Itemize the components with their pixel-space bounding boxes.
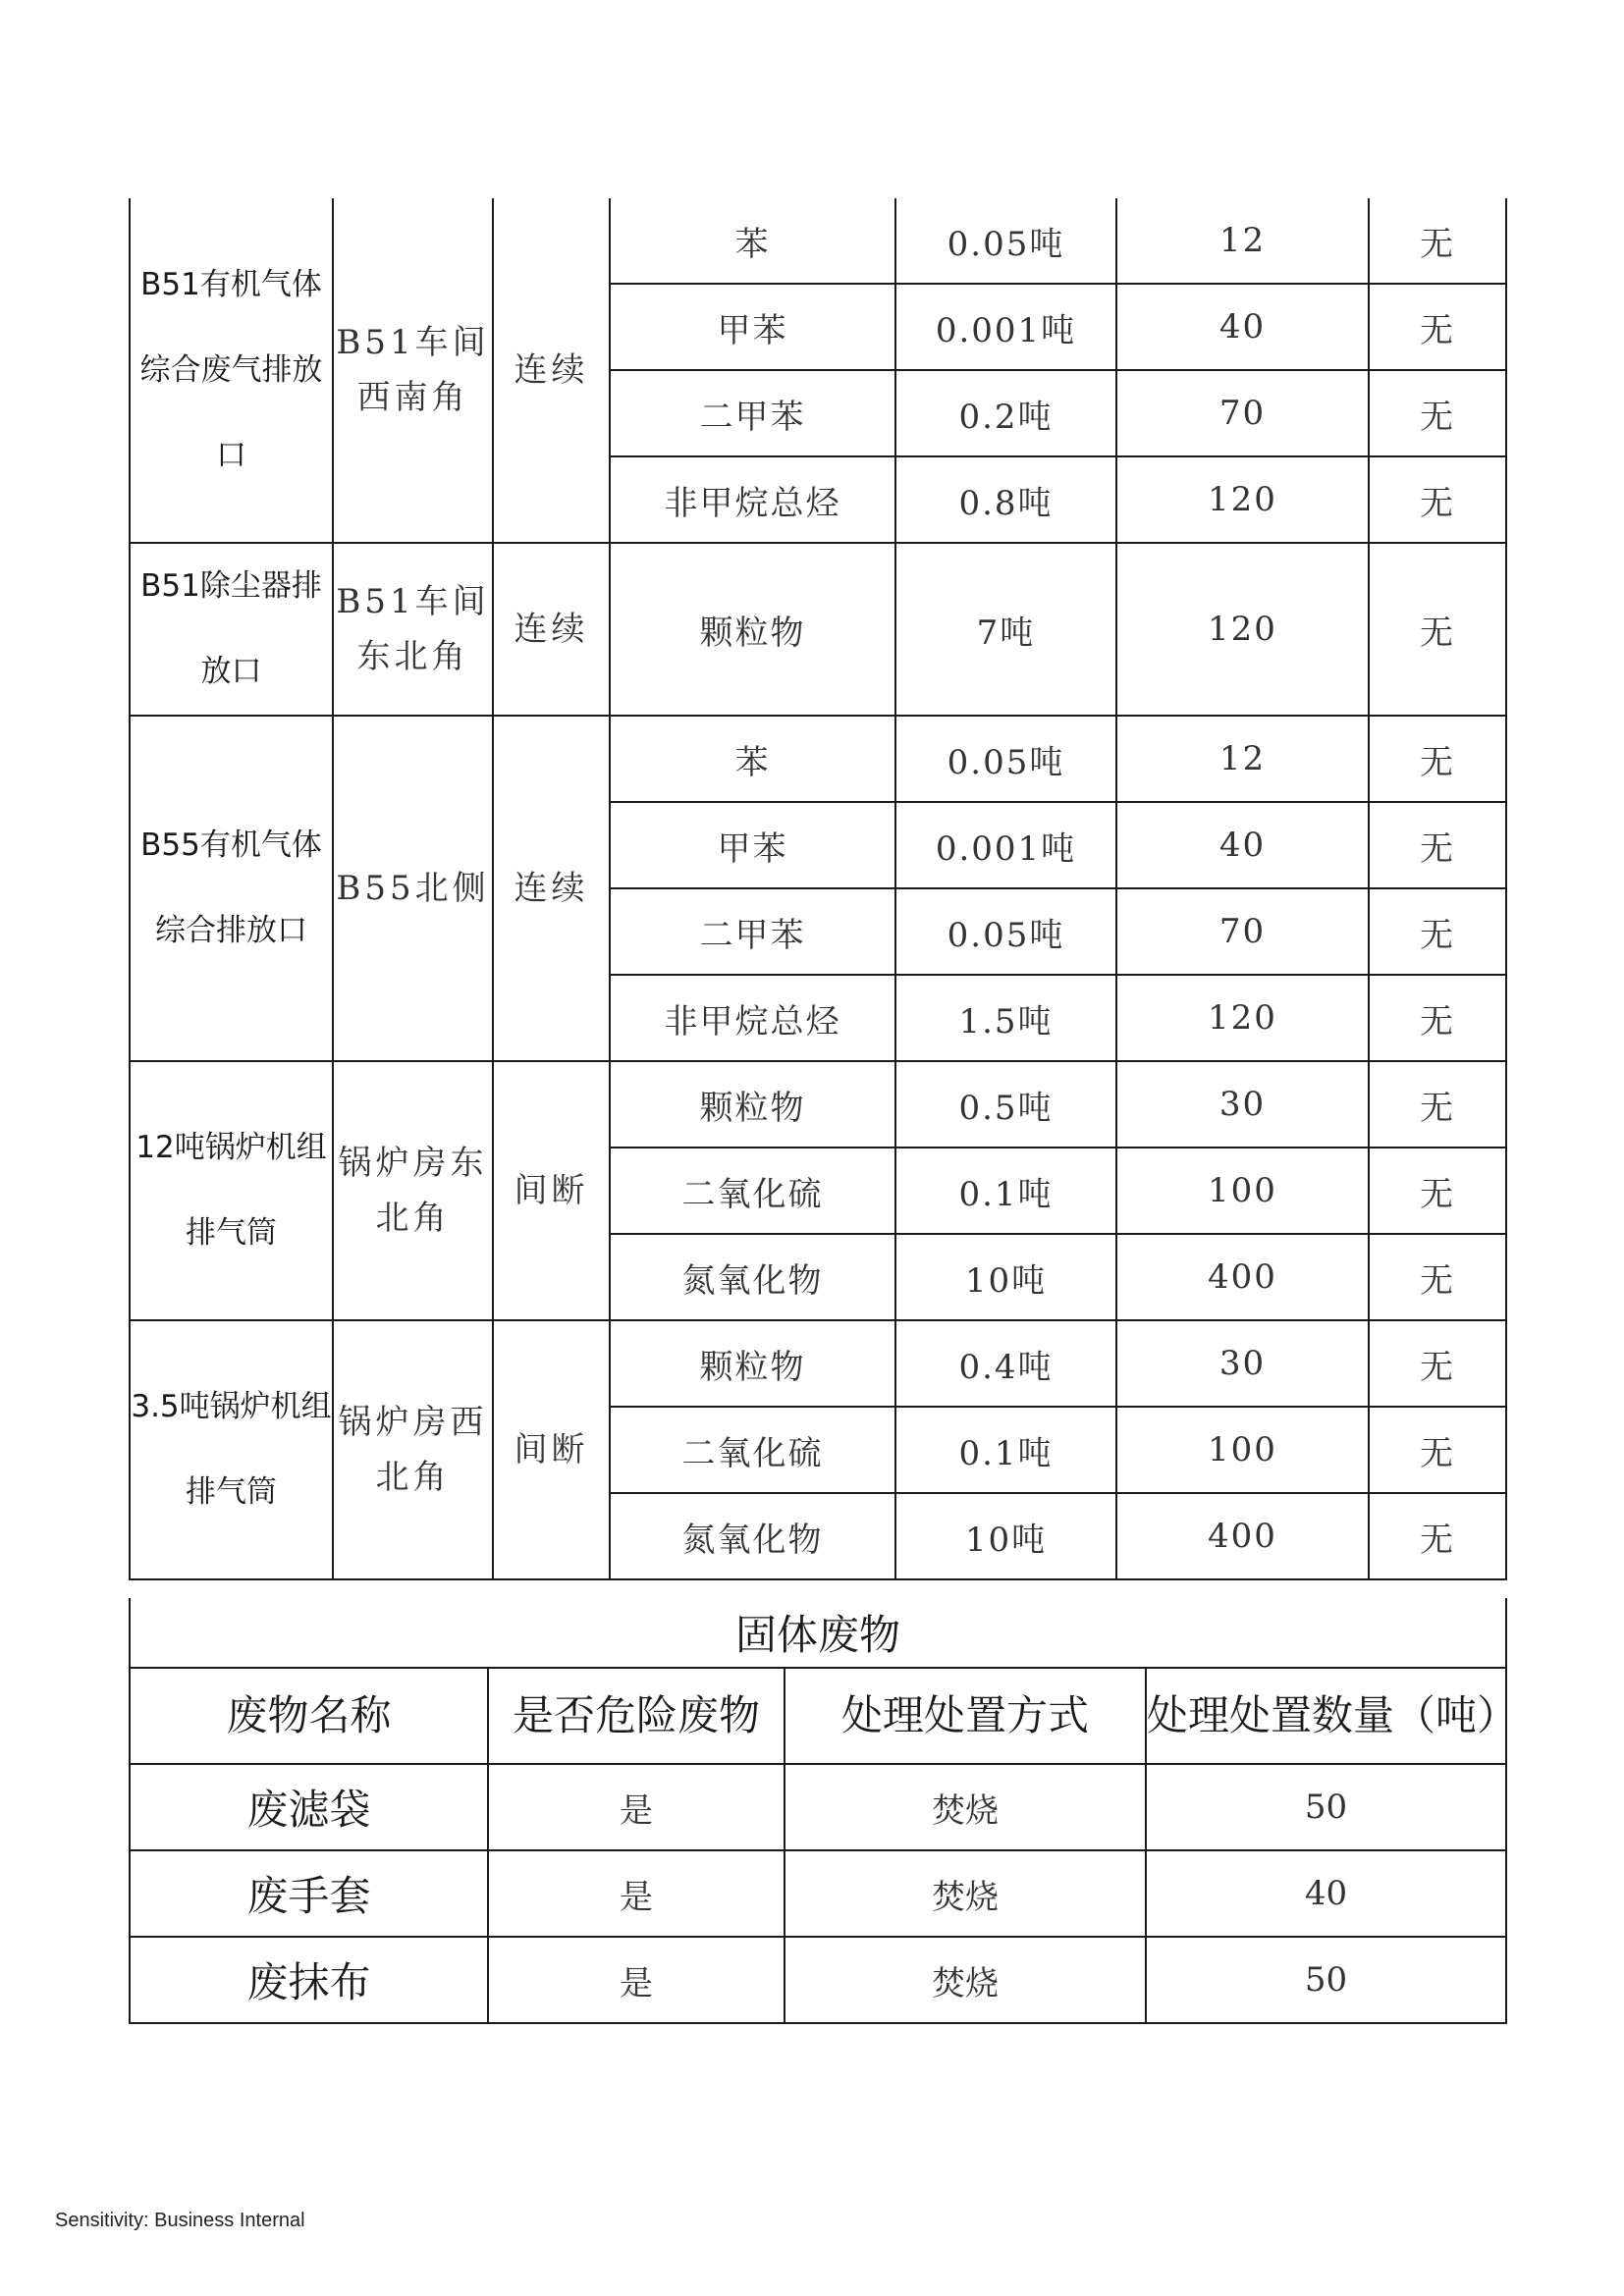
pollutant-name: 颗粒物: [610, 1061, 895, 1148]
emission-limit: 100: [1116, 1148, 1369, 1234]
hazardous-flag: 是: [488, 1764, 785, 1850]
emission-amount: 0.1吨: [895, 1148, 1116, 1234]
exceedance: 无: [1369, 1234, 1506, 1320]
pollutant-name: 二甲苯: [610, 888, 895, 975]
disposal-method: 焚烧: [785, 1937, 1146, 2023]
sensitivity-label: Sensitivity: Business Internal: [55, 2210, 305, 2231]
disposal-quantity: 50: [1146, 1764, 1506, 1850]
exceedance: 无: [1369, 370, 1506, 456]
table-row: [130, 1320, 1506, 1407]
disposal-quantity: 50: [1146, 1937, 1506, 2023]
outlet-name: B55有机气体综合排放口: [130, 716, 333, 1061]
exceedance: 无: [1369, 888, 1506, 975]
table-row: [130, 716, 1506, 802]
emission-mode: 间断: [493, 1061, 610, 1320]
table-row: [130, 1764, 1506, 1850]
table-row: [130, 198, 1506, 284]
waste-name: 废滤袋: [130, 1764, 488, 1850]
outlet-location: B51车间东北角: [333, 543, 493, 716]
emission-amount: 0.05吨: [895, 198, 1116, 284]
emission-amount: 0.001吨: [895, 802, 1116, 888]
exceedance: 无: [1369, 1320, 1506, 1407]
emission-limit: 30: [1116, 1061, 1369, 1148]
air-emissions-table: [129, 198, 1507, 1580]
outlet-name: B51有机气体综合废气排放口: [130, 198, 333, 543]
emission-mode: 连续: [493, 198, 610, 543]
emission-limit: 30: [1116, 1320, 1369, 1407]
emission-limit: 12: [1116, 716, 1369, 802]
exceedance: 无: [1369, 1061, 1506, 1148]
exceedance: 无: [1369, 1148, 1506, 1234]
disposal-quantity: 40: [1146, 1850, 1506, 1937]
emission-amount: 1.5吨: [895, 975, 1116, 1061]
emission-amount: 0.05吨: [895, 716, 1116, 802]
emission-mode: 间断: [493, 1320, 610, 1579]
waste-name: 废手套: [130, 1850, 488, 1937]
pollutant-name: 氮氧化物: [610, 1234, 895, 1320]
outlet-location: B51车间西南角: [333, 198, 493, 543]
emission-amount: 10吨: [895, 1493, 1116, 1579]
pollutant-name: 氮氧化物: [610, 1493, 895, 1579]
emission-amount: 0.4吨: [895, 1320, 1116, 1407]
emission-amount: 7吨: [895, 543, 1116, 716]
table-row: [130, 1850, 1506, 1937]
exceedance: 无: [1369, 284, 1506, 370]
outlet-location: 锅炉房西北角: [333, 1320, 493, 1579]
section-title: 固体废物: [130, 1598, 1506, 1668]
hazardous-flag: 是: [488, 1937, 785, 2023]
disposal-method: 焚烧: [785, 1850, 1146, 1937]
exceedance: 无: [1369, 1493, 1506, 1579]
pollutant-name: 非甲烷总烃: [610, 456, 895, 543]
header-row: [130, 1668, 1506, 1764]
waste-name: 废抹布: [130, 1937, 488, 2023]
emission-limit: 70: [1116, 888, 1369, 975]
table-row: [130, 1937, 1506, 2023]
emission-limit: 12: [1116, 198, 1369, 284]
emission-amount: 0.8吨: [895, 456, 1116, 543]
table-row: [130, 1061, 1506, 1148]
pollutant-name: 二氧化硫: [610, 1407, 895, 1493]
emission-amount: 10吨: [895, 1234, 1116, 1320]
exceedance: 无: [1369, 543, 1506, 716]
column-header: 是否危险废物: [488, 1668, 785, 1764]
emission-mode: 连续: [493, 716, 610, 1061]
section-title-row: [130, 1598, 1506, 1668]
column-header: 处理处置方式: [785, 1668, 1146, 1764]
emission-limit: 70: [1116, 370, 1369, 456]
emission-limit: 120: [1116, 456, 1369, 543]
exceedance: 无: [1369, 802, 1506, 888]
emission-limit: 120: [1116, 543, 1369, 716]
emission-limit: 120: [1116, 975, 1369, 1061]
pollutant-name: 甲苯: [610, 802, 895, 888]
outlet-location: 锅炉房东北角: [333, 1061, 493, 1320]
outlet-name: 3.5吨锅炉机组排气筒: [130, 1320, 333, 1579]
exceedance: 无: [1369, 1407, 1506, 1493]
pollutant-name: 非甲烷总烃: [610, 975, 895, 1061]
exceedance: 无: [1369, 456, 1506, 543]
exceedance: 无: [1369, 198, 1506, 284]
pollutant-name: 颗粒物: [610, 1320, 895, 1407]
pollutant-name: 甲苯: [610, 284, 895, 370]
column-header: 废物名称: [130, 1668, 488, 1764]
table-row: [130, 543, 1506, 716]
emission-limit: 400: [1116, 1234, 1369, 1320]
column-header: 处理处置数量（吨）: [1146, 1668, 1506, 1764]
emission-limit: 40: [1116, 284, 1369, 370]
hazardous-flag: 是: [488, 1850, 785, 1937]
solid-waste-table: [129, 1598, 1519, 2024]
emission-mode: 连续: [493, 543, 610, 716]
emission-amount: 0.05吨: [895, 888, 1116, 975]
pollutant-name: 颗粒物: [610, 543, 895, 716]
pollutant-name: 苯: [610, 716, 895, 802]
emission-amount: 0.001吨: [895, 284, 1116, 370]
outlet-name: 12吨锅炉机组排气筒: [130, 1061, 333, 1320]
emission-amount: 0.2吨: [895, 370, 1116, 456]
emission-limit: 40: [1116, 802, 1369, 888]
outlet-location: B55北侧: [333, 716, 493, 1061]
pollutant-name: 二甲苯: [610, 370, 895, 456]
emission-limit: 100: [1116, 1407, 1369, 1493]
disposal-method: 焚烧: [785, 1764, 1146, 1850]
emission-amount: 0.5吨: [895, 1061, 1116, 1148]
emission-limit: 400: [1116, 1493, 1369, 1579]
outlet-name: B51除尘器排放口: [130, 543, 333, 716]
emission-amount: 0.1吨: [895, 1407, 1116, 1493]
pollutant-name: 苯: [610, 198, 895, 284]
exceedance: 无: [1369, 975, 1506, 1061]
exceedance: 无: [1369, 716, 1506, 802]
pollutant-name: 二氧化硫: [610, 1148, 895, 1234]
